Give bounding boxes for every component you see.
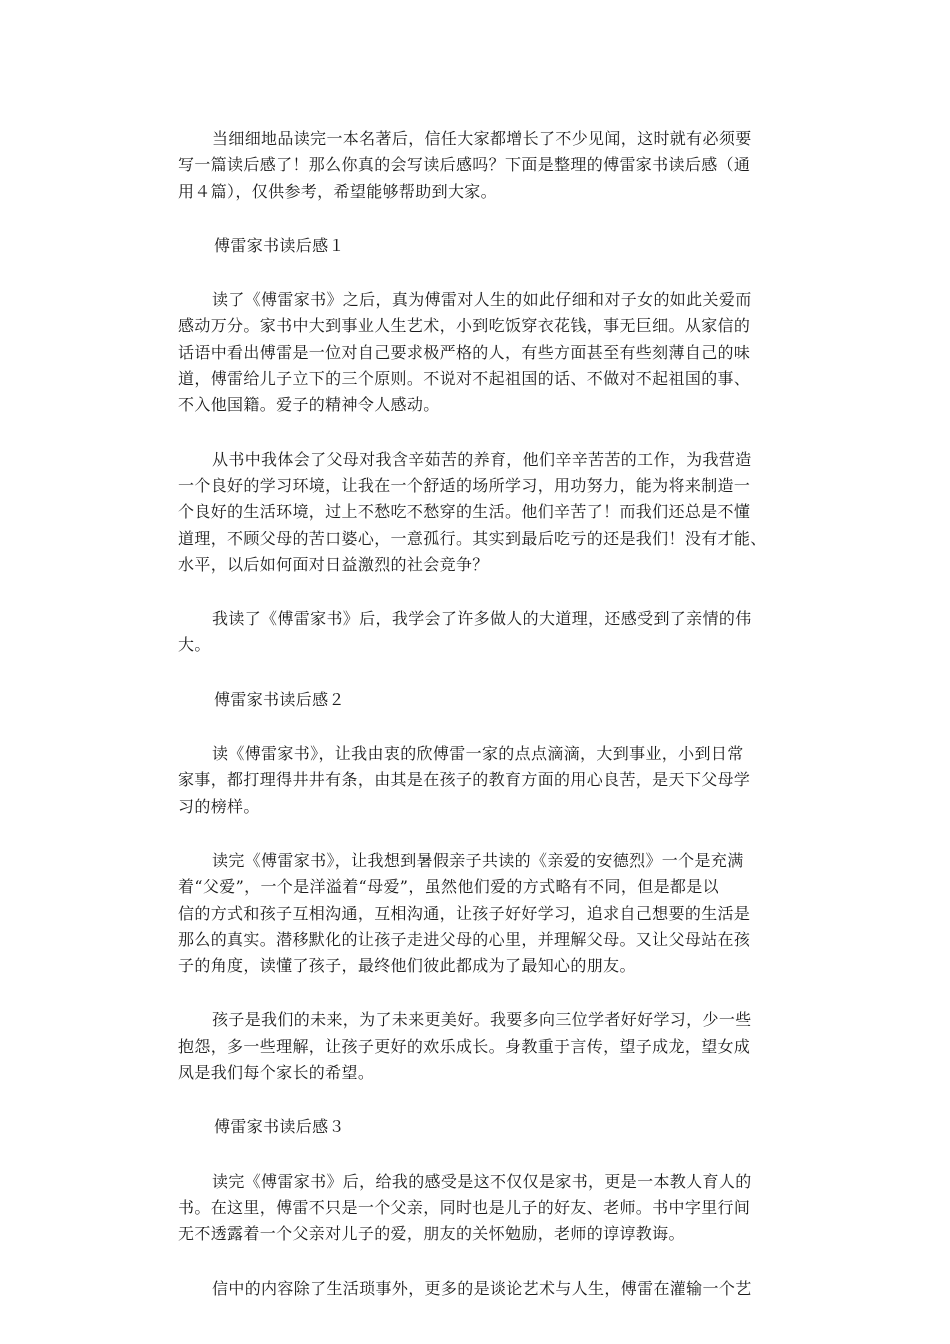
paragraph <box>178 1007 772 1086</box>
paragraph-line: 信的方式和孩子互相沟通，互相沟通，让孩子好好学习，追求自己想要的生活是 <box>178 903 751 923</box>
paragraph-line: 话语中看出傅雷是一位对自己要求极严格的人，有些方面甚至有些刻薄自己的味 <box>178 342 751 362</box>
paragraph-line: 写一篇读后感了！那么你真的会写读后感吗？下面是整理的傅雷家书读后感（通 <box>178 155 751 175</box>
paragraph <box>178 1276 772 1302</box>
paragraph-line: 不入他国籍。爱子的精神令人感动。 <box>178 395 440 415</box>
paragraph-line: 抱怨，多一些理解，让孩子更好的欢乐成长。身教重于言传，望子成龙，望女成 <box>178 1036 751 1056</box>
paragraph-line: 凤是我们每个家长的希望。 <box>178 1063 375 1083</box>
paragraph-line: 信中的内容除了生活琐事外，更多的是谈论艺术与人生，傅雷在灌输一个艺 <box>212 1278 752 1298</box>
heading-text: 傅雷家书读后感２ <box>214 689 345 709</box>
paragraph-line: 道理，不顾父母的苦口婆心，一意孤行。其实到最后吃亏的还是我们！没有才能、 <box>178 528 767 548</box>
paragraph-line: 书。在这里，傅雷不只是一个父亲，同时也是儿子的好友、老师。书中字里行间 <box>178 1197 751 1217</box>
paragraph-line: 用４篇），仅供参考，希望能够帮助到大家。 <box>178 181 498 201</box>
paragraph-line: 我读了《傅雷家书》后，我学会了许多做人的大道理，还感受到了亲情的伟 <box>212 609 752 629</box>
paragraph-line: 当细细地品读完一本名著后，信任大家都增长了不少见闻，这时就有必须要 <box>212 129 752 148</box>
paragraph <box>178 126 772 205</box>
paragraph-line: 着“父爱”，一个是洋溢着“母爱”，虽然他们爱的方式略有不同，但是都是以 <box>178 877 719 897</box>
paragraph <box>178 848 772 979</box>
document-page <box>178 126 772 1330</box>
heading-text: 傅雷家书读后感１ <box>214 235 345 255</box>
paragraph-line: 无不透露着一个父亲对儿子的爱，朋友的关怀勉励，老师的谆谆教诲。 <box>178 1224 685 1244</box>
paragraph <box>178 741 772 820</box>
section-heading <box>178 1114 772 1140</box>
paragraph-line: 从书中我体会了父母对我含辛茹苦的养育，他们辛辛苦苦的工作，为我营造 <box>212 449 752 469</box>
section-heading <box>178 687 772 713</box>
paragraph-line: 一个良好的学习环境，让我在一个舒适的场所学习，用功努力，能为将来制造一 <box>178 475 751 495</box>
paragraph-line: 水平，以后如何面对日益激烈的社会竞争？ <box>178 554 489 574</box>
heading-text: 傅雷家书读后感３ <box>214 1117 345 1137</box>
paragraph-line: 读《傅雷家书》，让我由衷的欣傅雷一家的点点滴滴，大到事业，小到日常 <box>212 744 744 764</box>
paragraph <box>178 606 772 659</box>
paragraph-line: 大。 <box>178 635 211 655</box>
paragraph-line: 家事，都打理得井井有条，由其是在孩子的教育方面的用心良苦，是天下父母学 <box>178 770 751 790</box>
paragraph-line: 子的角度，读懂了孩子，最终他们彼此都成为了最知心的朋友。 <box>178 956 636 976</box>
paragraph-line: 道，傅雷给儿子立下的三个原则。不说对不起祖国的话、不做对不起祖国的事、 <box>178 369 751 389</box>
paragraph-line: 习的榜样。 <box>178 796 260 816</box>
paragraph-line: 孩子是我们的未来，为了未来更美好。我要多向三位学者好好学习，少一些 <box>212 1010 752 1030</box>
paragraph <box>178 287 772 418</box>
paragraph-line: 那么的真实。潜移默化的让孩子走进父母的心里，并理解父母。又让父母站在孩 <box>178 929 751 949</box>
paragraph-line: 读完《傅雷家书》后，给我的感受是这不仅仅是家书，更是一本教人育人的 <box>212 1171 752 1191</box>
paragraph-line: 读了《傅雷家书》之后，真为傅雷对人生的如此仔细和对子女的如此关爱而 <box>212 290 752 310</box>
paragraph-line: 读完《傅雷家书》，让我想到暑假亲子共读的《亲爱的安德烈》一个是充满 <box>212 850 744 870</box>
section-heading <box>178 233 772 259</box>
paragraph-line: 个良好的生活环境，过上不愁吃不愁穿的生活。他们辛苦了！而我们还总是不懂 <box>178 502 751 522</box>
paragraph <box>178 447 772 578</box>
paragraph <box>178 1169 772 1248</box>
paragraph-line: 感动万分。家书中大到事业人生艺术，小到吃饭穿衣花钱，事无巨细。从家信的 <box>178 316 751 336</box>
